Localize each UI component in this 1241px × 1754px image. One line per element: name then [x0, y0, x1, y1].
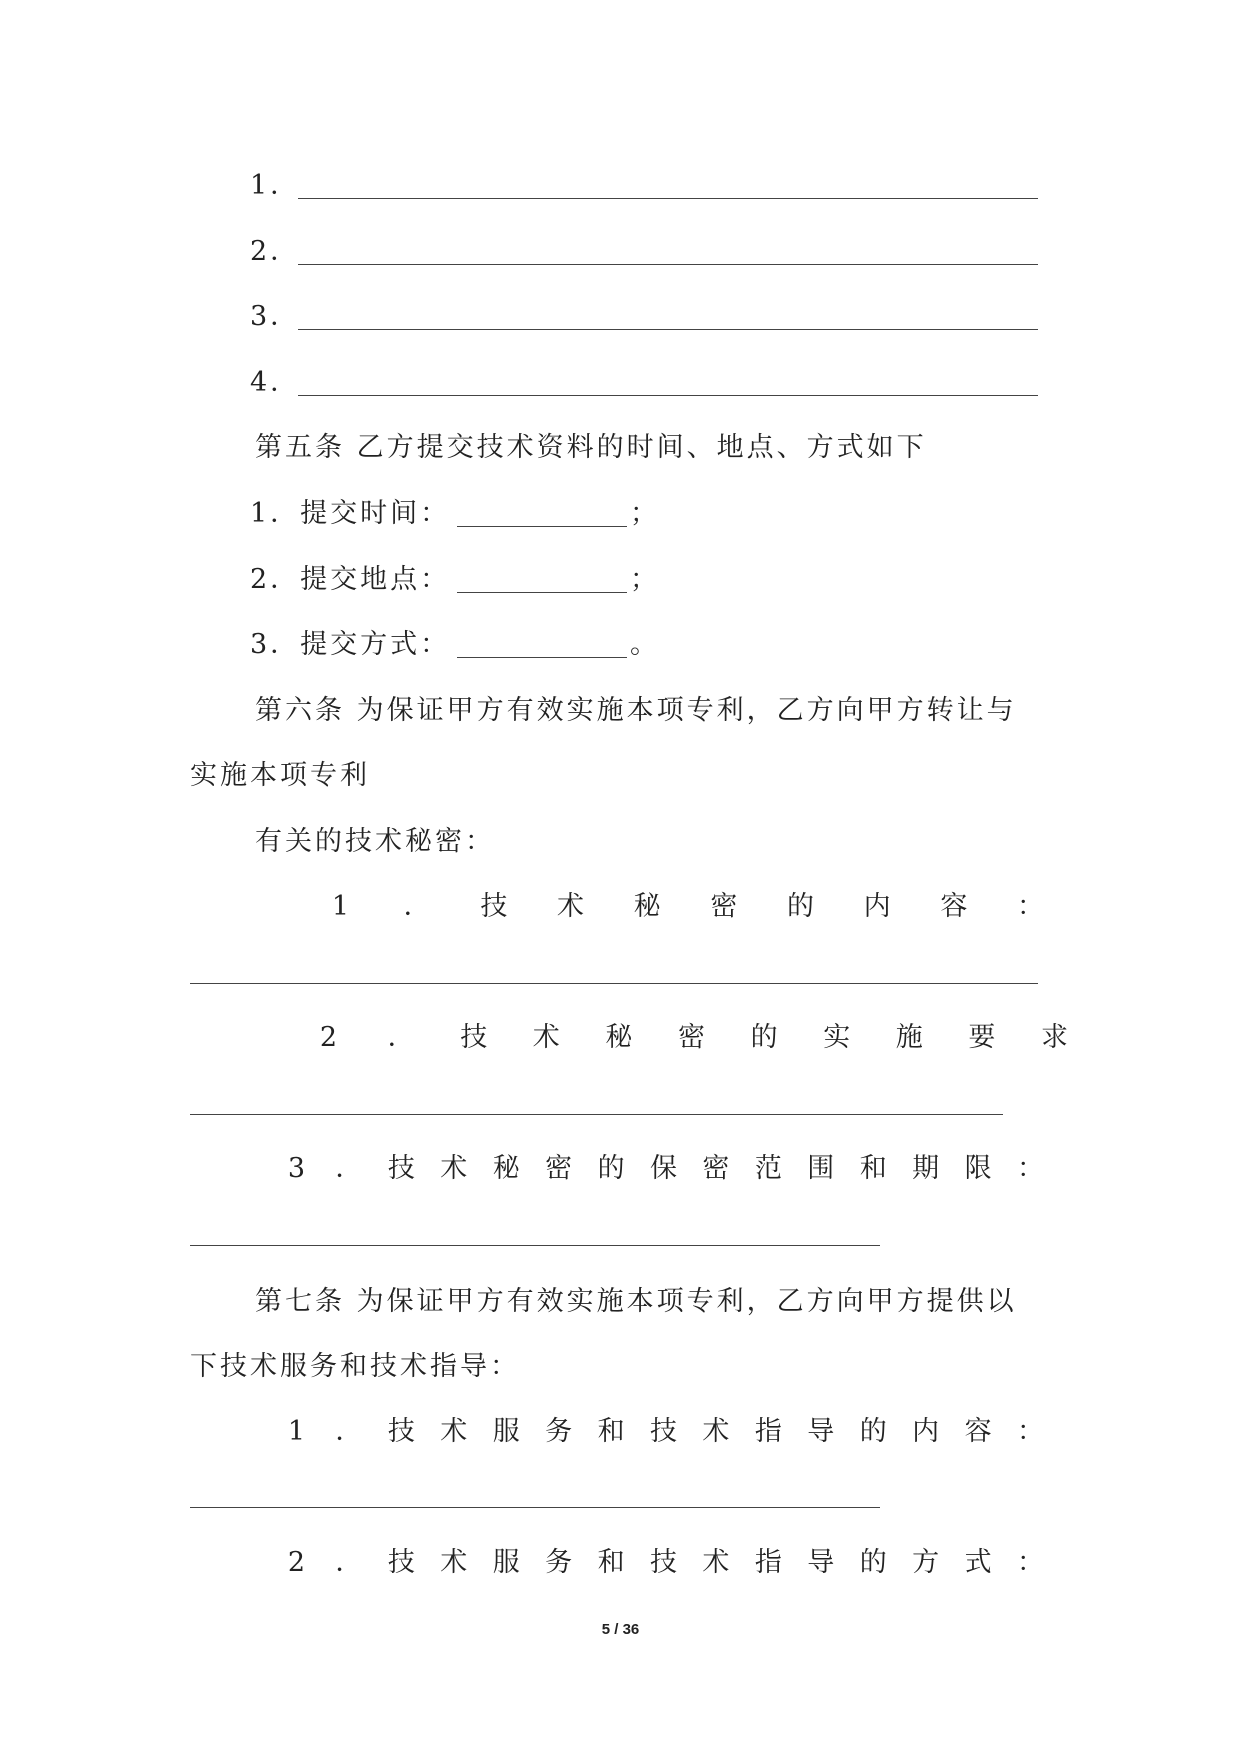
art5-item-label: 2．提交地点：: [250, 564, 451, 595]
art7-item-1: [0, 1418, 1241, 1452]
spaced-char: 术: [702, 1547, 730, 1578]
art5-item-underline: [457, 592, 627, 593]
art5-item-label: 1．提交时间：: [250, 498, 451, 529]
spaced-char: 导: [807, 1416, 835, 1447]
spaced-char: 实: [823, 1022, 851, 1053]
spaced-char: ．: [387, 1022, 415, 1053]
spaced-char: 围: [807, 1153, 835, 1184]
blank-line-number: 1．: [250, 170, 301, 201]
spaced-char: 术: [557, 891, 584, 922]
spaced-char: 密: [545, 1153, 573, 1184]
spaced-char: 的: [859, 1547, 887, 1578]
spaced-char: 式: [964, 1547, 992, 1578]
art5-item-end: ；: [630, 498, 660, 529]
blank-line-number: 3．: [250, 301, 301, 332]
spaced-char: 密: [702, 1153, 730, 1184]
spaced-char: 技: [650, 1547, 677, 1578]
spaced-char: 术: [440, 1547, 468, 1578]
spaced-char: 的: [787, 891, 814, 922]
spaced-char: 务: [545, 1416, 573, 1447]
spaced-char: 和: [859, 1153, 887, 1184]
spaced-char: 要: [968, 1022, 996, 1053]
art6-item-2-underline: [190, 1114, 1003, 1115]
spaced-char: 容: [964, 1416, 992, 1447]
spaced-char: 术: [440, 1153, 468, 1184]
spaced-char: 保: [650, 1153, 677, 1184]
page-number: 5 / 36: [601, 1621, 640, 1638]
spaced-char: ：: [1017, 891, 1044, 922]
spaced-char: 秘: [492, 1153, 520, 1184]
art5-item-end: 。: [630, 629, 660, 660]
spaced-char: ．: [335, 1153, 363, 1184]
spaced-char: 秘: [633, 891, 661, 922]
art5-item-end: ；: [630, 564, 660, 595]
spaced-char: 技: [650, 1416, 677, 1447]
spaced-char: 密: [678, 1022, 705, 1053]
article-5-title: 第五条 乙方提交技术资料的时间、地点、方式如下: [255, 432, 927, 463]
spaced-char: ．: [403, 891, 431, 922]
spaced-char: ：: [1017, 1416, 1044, 1447]
blank-line-number: 4．: [250, 367, 301, 398]
art5-item-label: 3．提交方式：: [250, 629, 451, 660]
art5-item-underline: [457, 526, 627, 527]
art6-item-3-underline: [190, 1245, 880, 1246]
spaced-char: 秘: [605, 1022, 633, 1053]
art7-item-2: [0, 1549, 1241, 1583]
spaced-char: 1: [287, 1416, 306, 1447]
spaced-char: ：: [1017, 1547, 1044, 1578]
art7-item-1-underline: [190, 1507, 880, 1508]
spaced-char: 和: [597, 1416, 625, 1447]
spaced-char: 1: [331, 891, 350, 922]
spaced-char: 导: [807, 1547, 835, 1578]
article-7-line-2: 下技术服务和技术指导：: [190, 1351, 520, 1382]
spaced-char: 2: [287, 1547, 306, 1578]
spaced-char: 和: [597, 1547, 625, 1578]
spaced-char: 范: [754, 1153, 782, 1184]
spaced-char: 2: [319, 1022, 338, 1053]
spaced-char: 指: [754, 1416, 782, 1447]
art6-item-1-underline: [190, 983, 1038, 984]
art5-item-underline: [457, 657, 627, 658]
spaced-char: 的: [597, 1153, 625, 1184]
spaced-char: 施: [895, 1022, 923, 1053]
blank-line-underline: [298, 264, 1038, 265]
blank-line-number: 2．: [250, 236, 301, 267]
spaced-char: 务: [545, 1547, 573, 1578]
spaced-char: 限: [964, 1153, 992, 1184]
art6-item-3: [0, 1155, 1241, 1189]
spaced-char: 密: [710, 891, 738, 922]
article-7-line-1: 第七条 为保证甲方有效实施本项专利，乙方向甲方提供以: [255, 1286, 1017, 1317]
spaced-char: 容: [940, 891, 968, 922]
blank-line-underline: [298, 329, 1038, 330]
spaced-char: 服: [492, 1416, 520, 1447]
art6-item-1: [0, 893, 1241, 927]
spaced-char: 的: [859, 1416, 887, 1447]
spaced-char: 的: [750, 1022, 778, 1053]
spaced-char: 内: [863, 891, 891, 922]
spaced-char: 技: [387, 1547, 415, 1578]
spaced-char: ．: [335, 1547, 363, 1578]
spaced-char: 技: [387, 1153, 415, 1184]
spaced-char: 求: [1041, 1022, 1068, 1053]
spaced-char: 服: [492, 1547, 520, 1578]
spaced-char: 技: [460, 1022, 488, 1053]
blank-line-underline: [298, 395, 1038, 396]
spaced-char: 技: [480, 891, 508, 922]
spaced-char: ．: [335, 1416, 363, 1447]
blank-line-underline: [298, 198, 1038, 199]
article-6-line-2: 实施本项专利: [190, 760, 370, 791]
article-6-line-3: 有关的技术秘密：: [255, 826, 495, 857]
spaced-char: 方: [912, 1547, 940, 1578]
spaced-char: 3: [287, 1153, 306, 1184]
article-6-line-1: 第六条 为保证甲方有效实施本项专利，乙方向甲方转让与: [255, 695, 1017, 726]
spaced-char: 术: [702, 1416, 730, 1447]
spaced-char: 期: [912, 1153, 940, 1184]
spaced-char: 术: [440, 1416, 468, 1447]
spaced-char: 内: [912, 1416, 940, 1447]
art6-item-2: [0, 1024, 1241, 1058]
spaced-char: 技: [387, 1416, 415, 1447]
spaced-char: 术: [532, 1022, 560, 1053]
spaced-char: 指: [754, 1547, 782, 1578]
spaced-char: ：: [1017, 1153, 1044, 1184]
